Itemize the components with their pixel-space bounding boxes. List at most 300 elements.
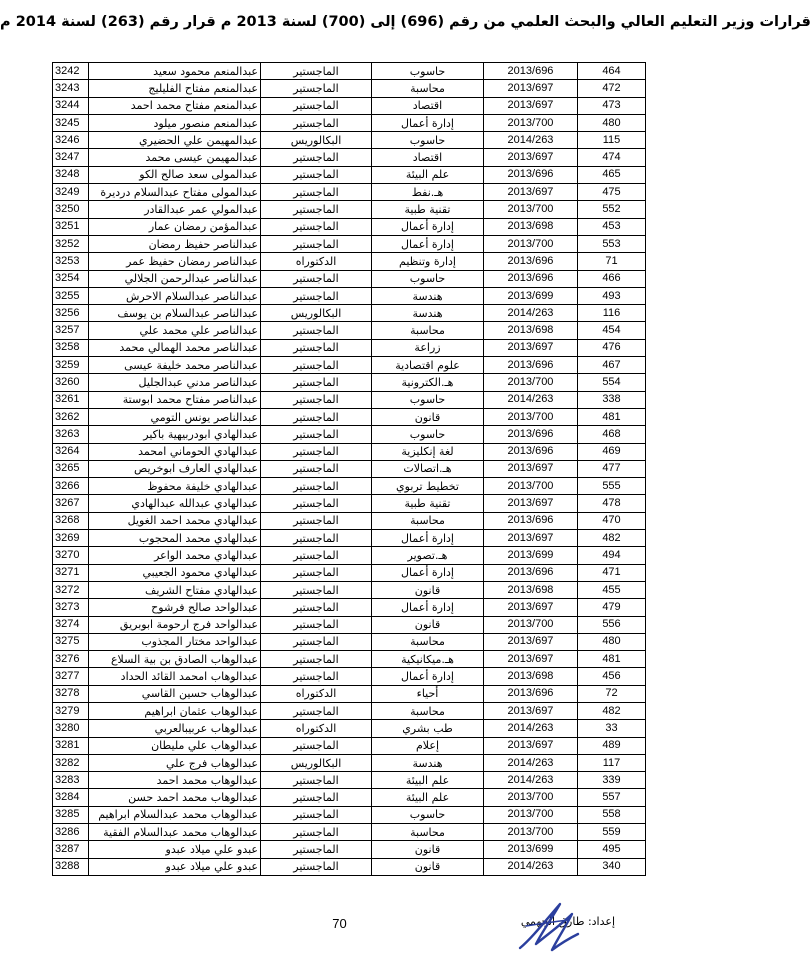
table-row — [53, 305, 646, 322]
table-row — [53, 581, 646, 598]
student-name-cell: عبدالهادي الحوماني امحمد — [89, 443, 261, 460]
record-number-cell: 3262 — [53, 408, 89, 425]
field-cell: هـ.اتصالات — [372, 460, 484, 477]
field-cell: إدارة أعمال — [372, 668, 484, 685]
record-number-cell: 3281 — [53, 737, 89, 754]
degree-cell: الماجستير — [261, 737, 372, 754]
student-name-cell: عبدالوهاب عثمان ابراهيم — [89, 702, 261, 719]
record-number-cell: 3267 — [53, 495, 89, 512]
sequence-cell: 339 — [578, 772, 646, 789]
student-name-cell: عبدالوهاب امحمد القائد الحداد — [89, 668, 261, 685]
degree-cell: الماجستير — [261, 184, 372, 201]
degree-cell: الماجستير — [261, 80, 372, 97]
degree-cell: الماجستير — [261, 702, 372, 719]
record-number-cell: 3268 — [53, 512, 89, 529]
sequence-cell: 470 — [578, 512, 646, 529]
decision-cell: 2013/697 — [484, 530, 578, 547]
degree-cell: الماجستير — [261, 651, 372, 668]
field-cell: محاسبة — [372, 702, 484, 719]
degree-cell: الماجستير — [261, 564, 372, 581]
degree-cell: الماجستير — [261, 599, 372, 616]
table-row — [53, 685, 646, 702]
decision-cell: 2013/700 — [484, 789, 578, 806]
record-number-cell: 3264 — [53, 443, 89, 460]
student-name-cell: عبدالمولي عمر عبدالقادر — [89, 201, 261, 218]
student-name-cell: عبدالوهاب محمد عبدالسلام الفقية — [89, 824, 261, 841]
sequence-cell: 481 — [578, 651, 646, 668]
table-row — [53, 426, 646, 443]
sequence-cell: 480 — [578, 633, 646, 650]
record-number-cell: 3251 — [53, 218, 89, 235]
decision-cell: 2014/263 — [484, 132, 578, 149]
field-cell: حاسوب — [372, 426, 484, 443]
degree-cell: الماجستير — [261, 824, 372, 841]
sequence-cell: 482 — [578, 702, 646, 719]
record-number-cell: 3283 — [53, 772, 89, 789]
degree-cell: الماجستير — [261, 426, 372, 443]
page-title: قرارات وزير التعليم العالي والبحث العلمي من رقم (696) إلى (700) لسنة 2013 م قرار رقم (263) لسنة 2014 م — [0, 14, 811, 30]
table-row — [53, 599, 646, 616]
degree-cell: الدكتوراه — [261, 253, 372, 270]
table-row — [53, 633, 646, 650]
student-name-cell: عبدالمولى مفتاح عبدالسلام درديرة — [89, 184, 261, 201]
student-name-cell: عبدالناصر عبدالسلام بن يوسف — [89, 305, 261, 322]
student-name-cell: عبدالناصر مفتاح محمد ابوستة — [89, 391, 261, 408]
degree-cell: الماجستير — [261, 391, 372, 408]
sequence-cell: 455 — [578, 581, 646, 598]
table-row — [53, 789, 646, 806]
record-number-cell: 3282 — [53, 754, 89, 771]
records-table — [52, 62, 646, 876]
student-name-cell: عبدالهادي عبدالله عبدالهادي — [89, 495, 261, 512]
sequence-cell: 453 — [578, 218, 646, 235]
decision-cell: 2013/700 — [484, 114, 578, 131]
field-cell: هـ.نفط — [372, 184, 484, 201]
field-cell: هندسة — [372, 287, 484, 304]
field-cell: إعلام — [372, 737, 484, 754]
record-number-cell: 3279 — [53, 702, 89, 719]
decision-cell: 2013/697 — [484, 80, 578, 97]
decision-cell: 2013/696 — [484, 166, 578, 183]
record-number-cell: 3286 — [53, 824, 89, 841]
field-cell: حاسوب — [372, 132, 484, 149]
decision-cell: 2014/263 — [484, 754, 578, 771]
degree-cell: الماجستير — [261, 149, 372, 166]
sequence-cell: 480 — [578, 114, 646, 131]
decision-cell: 2013/698 — [484, 581, 578, 598]
record-number-cell: 3259 — [53, 357, 89, 374]
degree-cell: الماجستير — [261, 772, 372, 789]
decision-cell: 2013/697 — [484, 495, 578, 512]
degree-cell: الماجستير — [261, 841, 372, 858]
decision-cell: 2013/698 — [484, 322, 578, 339]
record-number-cell: 3280 — [53, 720, 89, 737]
student-name-cell: عبدالناصر عبدالرحمن الجلالي — [89, 270, 261, 287]
record-number-cell: 3265 — [53, 460, 89, 477]
decision-cell: 2014/263 — [484, 305, 578, 322]
field-cell: هـ.الكترونية — [372, 374, 484, 391]
sequence-cell: 554 — [578, 374, 646, 391]
field-cell: علوم اقتصادية — [372, 357, 484, 374]
sequence-cell: 495 — [578, 841, 646, 858]
sequence-cell: 472 — [578, 80, 646, 97]
student-name-cell: عبدالوهاب محمد عبدالسلام ابراهيم — [89, 806, 261, 823]
record-number-cell: 3271 — [53, 564, 89, 581]
record-number-cell: 3245 — [53, 114, 89, 131]
signature-image — [512, 898, 582, 954]
field-cell: تقنية طبية — [372, 201, 484, 218]
record-number-cell: 3258 — [53, 339, 89, 356]
decision-cell: 2013/696 — [484, 512, 578, 529]
student-name-cell: عبدالوهاب علي مليطان — [89, 737, 261, 754]
record-number-cell: 3272 — [53, 581, 89, 598]
student-name-cell: عبدالمنعم مفتاح محمد احمد — [89, 97, 261, 114]
student-name-cell: عبدالهادي ابودربيهية باكير — [89, 426, 261, 443]
table-row — [53, 374, 646, 391]
decision-cell: 2013/697 — [484, 460, 578, 477]
table-row — [53, 408, 646, 425]
table-row — [53, 564, 646, 581]
decision-cell: 2013/700 — [484, 824, 578, 841]
decision-cell: 2013/697 — [484, 737, 578, 754]
field-cell: علم البيئة — [372, 772, 484, 789]
field-cell: هـ.ميكانيكية — [372, 651, 484, 668]
degree-cell: الماجستير — [261, 616, 372, 633]
degree-cell: الماجستير — [261, 218, 372, 235]
degree-cell: الماجستير — [261, 858, 372, 875]
sequence-cell: 465 — [578, 166, 646, 183]
degree-cell: الماجستير — [261, 270, 372, 287]
sequence-cell: 33 — [578, 720, 646, 737]
decision-cell: 2013/697 — [484, 633, 578, 650]
table-row — [53, 754, 646, 771]
student-name-cell: عبدالمنعم مفتاح الفليليج — [89, 80, 261, 97]
record-number-cell: 3288 — [53, 858, 89, 875]
student-name-cell: عبدالناصر يونس التومي — [89, 408, 261, 425]
record-number-cell: 3252 — [53, 235, 89, 252]
sequence-cell: 556 — [578, 616, 646, 633]
record-number-cell: 3261 — [53, 391, 89, 408]
sequence-cell: 454 — [578, 322, 646, 339]
table-row — [53, 772, 646, 789]
sequence-cell: 71 — [578, 253, 646, 270]
decision-cell: 2013/696 — [484, 685, 578, 702]
degree-cell: الماجستير — [261, 357, 372, 374]
field-cell: محاسبة — [372, 633, 484, 650]
table-row — [53, 63, 646, 80]
table-row — [53, 616, 646, 633]
table-row — [53, 858, 646, 875]
sequence-cell: 340 — [578, 858, 646, 875]
table-row — [53, 235, 646, 252]
table-row — [53, 460, 646, 477]
record-number-cell: 3246 — [53, 132, 89, 149]
degree-cell: البكالوريس — [261, 754, 372, 771]
table-row — [53, 184, 646, 201]
field-cell: محاسبة — [372, 512, 484, 529]
record-number-cell: 3250 — [53, 201, 89, 218]
degree-cell: الماجستير — [261, 97, 372, 114]
field-cell: حاسوب — [372, 806, 484, 823]
records-table-body — [53, 63, 646, 876]
decision-cell: 2013/700 — [484, 478, 578, 495]
decision-cell: 2013/697 — [484, 184, 578, 201]
student-name-cell: عبدالناصر حفيظ رمضان — [89, 235, 261, 252]
field-cell: طب بشري — [372, 720, 484, 737]
record-number-cell: 3253 — [53, 253, 89, 270]
student-name-cell: عبدالمؤمن رمضان عمار — [89, 218, 261, 235]
student-name-cell: عبدالناصر مدني عبدالجليل — [89, 374, 261, 391]
field-cell: تقنية طبية — [372, 495, 484, 512]
decision-cell: 2014/263 — [484, 858, 578, 875]
student-name-cell: عبدالمنعم منصور ميلود — [89, 114, 261, 131]
field-cell: محاسبة — [372, 824, 484, 841]
table-row — [53, 443, 646, 460]
sequence-cell: 559 — [578, 824, 646, 841]
degree-cell: الماجستير — [261, 668, 372, 685]
record-number-cell: 3255 — [53, 287, 89, 304]
student-name-cell: عبدالواحد صالح فرشوح — [89, 599, 261, 616]
table-row — [53, 80, 646, 97]
table-row — [53, 287, 646, 304]
table-row — [53, 166, 646, 183]
student-name-cell: عبدالواحد مختار المجذوب — [89, 633, 261, 650]
record-number-cell: 3273 — [53, 599, 89, 616]
field-cell: إدارة وتنظيم — [372, 253, 484, 270]
student-name-cell: عبدو علي ميلاد عبدو — [89, 841, 261, 858]
sequence-cell: 115 — [578, 132, 646, 149]
field-cell: اقتصاد — [372, 149, 484, 166]
sequence-cell: 479 — [578, 599, 646, 616]
student-name-cell: عبدالمهيمن عيسى محمد — [89, 149, 261, 166]
sequence-cell: 464 — [578, 63, 646, 80]
sequence-cell: 476 — [578, 339, 646, 356]
field-cell: إدارة أعمال — [372, 530, 484, 547]
student-name-cell: عبدالوهاب محمد احمد حسن — [89, 789, 261, 806]
sequence-cell: 466 — [578, 270, 646, 287]
degree-cell: الماجستير — [261, 530, 372, 547]
sequence-cell: 473 — [578, 97, 646, 114]
field-cell: تخطيط تربوي — [372, 478, 484, 495]
sequence-cell: 116 — [578, 305, 646, 322]
record-number-cell: 3247 — [53, 149, 89, 166]
table-row — [53, 478, 646, 495]
sequence-cell: 482 — [578, 530, 646, 547]
decision-cell: 2013/697 — [484, 97, 578, 114]
table-row — [53, 720, 646, 737]
table-row — [53, 495, 646, 512]
record-number-cell: 3249 — [53, 184, 89, 201]
student-name-cell: عبدالناصر علي محمد علي — [89, 322, 261, 339]
degree-cell: الماجستير — [261, 339, 372, 356]
record-number-cell: 3278 — [53, 685, 89, 702]
decision-cell: 2013/699 — [484, 287, 578, 304]
student-name-cell: عبدالناصر محمد خليفة عيسى — [89, 357, 261, 374]
sequence-cell: 481 — [578, 408, 646, 425]
decision-cell: 2013/698 — [484, 668, 578, 685]
record-number-cell: 3243 — [53, 80, 89, 97]
field-cell: إدارة أعمال — [372, 564, 484, 581]
field-cell: قانون — [372, 408, 484, 425]
student-name-cell: عبدالهادي العارف ابوخريص — [89, 460, 261, 477]
sequence-cell: 471 — [578, 564, 646, 581]
record-number-cell: 3263 — [53, 426, 89, 443]
decision-cell: 2013/700 — [484, 374, 578, 391]
field-cell: محاسبة — [372, 80, 484, 97]
sequence-cell: 72 — [578, 685, 646, 702]
sequence-cell: 477 — [578, 460, 646, 477]
degree-cell: الماجستير — [261, 633, 372, 650]
table-row — [53, 806, 646, 823]
sequence-cell: 468 — [578, 426, 646, 443]
degree-cell: الدكتوراه — [261, 720, 372, 737]
decision-cell: 2013/697 — [484, 339, 578, 356]
degree-cell: الماجستير — [261, 460, 372, 477]
table-row — [53, 512, 646, 529]
record-number-cell: 3254 — [53, 270, 89, 287]
field-cell: علم البيئة — [372, 166, 484, 183]
table-row — [53, 547, 646, 564]
degree-cell: الماجستير — [261, 408, 372, 425]
field-cell: هندسة — [372, 754, 484, 771]
student-name-cell: عبدالهادي محمد الواعر — [89, 547, 261, 564]
decision-cell: 2014/263 — [484, 772, 578, 789]
degree-cell: الماجستير — [261, 287, 372, 304]
prepared-by-label: إعداد: طارق الجهمي — [520, 915, 615, 928]
decision-cell: 2014/263 — [484, 391, 578, 408]
student-name-cell: عبدالوهاب محمد احمد — [89, 772, 261, 789]
decision-cell: 2013/696 — [484, 443, 578, 460]
record-number-cell: 3285 — [53, 806, 89, 823]
record-number-cell: 3287 — [53, 841, 89, 858]
field-cell: أحياء — [372, 685, 484, 702]
record-number-cell: 3248 — [53, 166, 89, 183]
sequence-cell: 117 — [578, 754, 646, 771]
record-number-cell: 3244 — [53, 97, 89, 114]
table-row — [53, 668, 646, 685]
sequence-cell: 552 — [578, 201, 646, 218]
record-number-cell: 3256 — [53, 305, 89, 322]
record-number-cell: 3270 — [53, 547, 89, 564]
sequence-cell: 557 — [578, 789, 646, 806]
record-number-cell: 3257 — [53, 322, 89, 339]
degree-cell: الماجستير — [261, 806, 372, 823]
degree-cell: الماجستير — [261, 166, 372, 183]
decision-cell: 2013/700 — [484, 616, 578, 633]
student-name-cell: عبدالهادي محمد احمد الغويل — [89, 512, 261, 529]
table-row — [53, 322, 646, 339]
field-cell: علم البيئة — [372, 789, 484, 806]
field-cell: قانون — [372, 616, 484, 633]
field-cell: لغة إنكليزية — [372, 443, 484, 460]
table-row — [53, 530, 646, 547]
degree-cell: البكالوريس — [261, 305, 372, 322]
record-number-cell: 3284 — [53, 789, 89, 806]
record-number-cell: 3276 — [53, 651, 89, 668]
decision-cell: 2013/696 — [484, 63, 578, 80]
student-name-cell: عبدالوهاب حسين القاسي — [89, 685, 261, 702]
record-number-cell: 3269 — [53, 530, 89, 547]
table-row — [53, 270, 646, 287]
decision-cell: 2013/699 — [484, 547, 578, 564]
table-row — [53, 218, 646, 235]
field-cell: قانون — [372, 841, 484, 858]
student-name-cell: عبدالهادي مفتاح الشريف — [89, 581, 261, 598]
degree-cell: الماجستير — [261, 789, 372, 806]
degree-cell: الماجستير — [261, 547, 372, 564]
table-row — [53, 391, 646, 408]
field-cell: اقتصاد — [372, 97, 484, 114]
student-name-cell: عبدالمولى سعد صالح الكو — [89, 166, 261, 183]
student-name-cell: عبدالوهاب فرج علي — [89, 754, 261, 771]
sequence-cell: 558 — [578, 806, 646, 823]
decision-cell: 2013/698 — [484, 218, 578, 235]
degree-cell: البكالوريس — [261, 132, 372, 149]
table-row — [53, 114, 646, 131]
sequence-cell: 493 — [578, 287, 646, 304]
sequence-cell: 475 — [578, 184, 646, 201]
table-row — [53, 97, 646, 114]
sequence-cell: 469 — [578, 443, 646, 460]
decision-cell: 2013/696 — [484, 270, 578, 287]
degree-cell: الدكتوراه — [261, 685, 372, 702]
field-cell: حاسوب — [372, 63, 484, 80]
decision-cell: 2013/700 — [484, 235, 578, 252]
table-row — [53, 737, 646, 754]
sequence-cell: 553 — [578, 235, 646, 252]
record-number-cell: 3274 — [53, 616, 89, 633]
student-name-cell: عبدالواحد فرج ارحومة ابوبريق — [89, 616, 261, 633]
decision-cell: 2013/697 — [484, 651, 578, 668]
student-name-cell: عبدالمنعم محمود سعيد — [89, 63, 261, 80]
decision-cell: 2013/700 — [484, 806, 578, 823]
table-row — [53, 702, 646, 719]
table-row — [53, 132, 646, 149]
decision-cell: 2013/697 — [484, 149, 578, 166]
student-name-cell: عبدو علي ميلاد عبدو — [89, 858, 261, 875]
field-cell: زراعة — [372, 339, 484, 356]
decision-cell: 2013/696 — [484, 426, 578, 443]
student-name-cell: عبدالناصر رمضان حفيظ عمر — [89, 253, 261, 270]
field-cell: إدارة أعمال — [372, 114, 484, 131]
degree-cell: الماجستير — [261, 63, 372, 80]
degree-cell: الماجستير — [261, 374, 372, 391]
degree-cell: الماجستير — [261, 114, 372, 131]
decision-cell: 2013/696 — [484, 357, 578, 374]
student-name-cell: عبدالوهاب الصادق بن بية السلاع — [89, 651, 261, 668]
field-cell: محاسبة — [372, 322, 484, 339]
student-name-cell: عبدالناصر عبدالسلام الاحرش — [89, 287, 261, 304]
field-cell: إدارة أعمال — [372, 235, 484, 252]
decision-cell: 2013/700 — [484, 408, 578, 425]
record-number-cell: 3242 — [53, 63, 89, 80]
decision-cell: 2013/699 — [484, 841, 578, 858]
sequence-cell: 474 — [578, 149, 646, 166]
table-row — [53, 253, 646, 270]
student-name-cell: عبدالمهيمن علي الحضيري — [89, 132, 261, 149]
table-row — [53, 201, 646, 218]
student-name-cell: عبدالهادي محمد المحجوب — [89, 530, 261, 547]
field-cell: قانون — [372, 858, 484, 875]
student-name-cell: عبدالوهاب عربيبالعربي — [89, 720, 261, 737]
decision-cell: 2013/697 — [484, 702, 578, 719]
decision-cell: 2014/263 — [484, 720, 578, 737]
table-row — [53, 824, 646, 841]
degree-cell: الماجستير — [261, 443, 372, 460]
decision-cell: 2013/697 — [484, 599, 578, 616]
sequence-cell: 478 — [578, 495, 646, 512]
degree-cell: الماجستير — [261, 495, 372, 512]
